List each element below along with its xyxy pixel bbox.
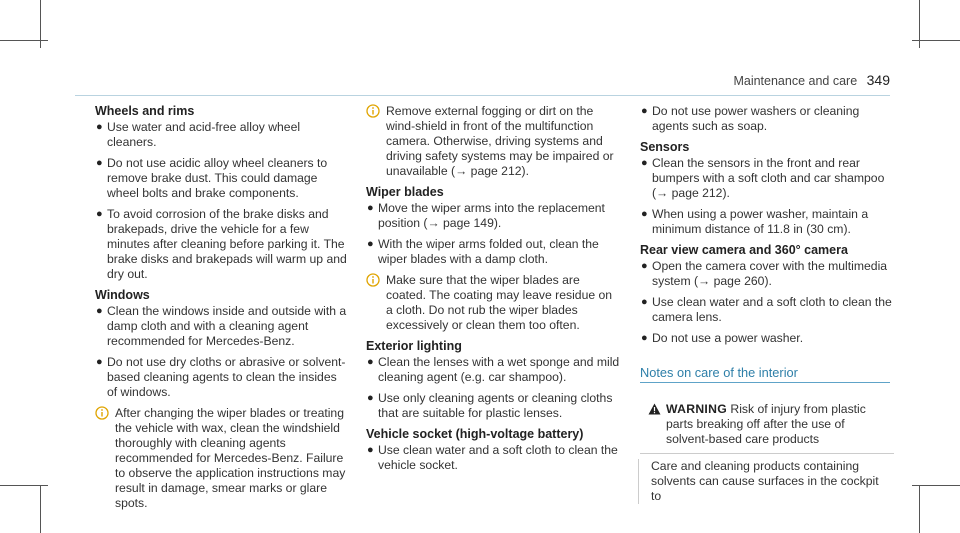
header-rule bbox=[75, 95, 890, 96]
heading-wheels-and-rims: Wheels and rims bbox=[95, 104, 195, 118]
crop-mark-bottom-left-v bbox=[40, 485, 41, 533]
heading-exterior-lighting: Exterior lighting bbox=[366, 339, 462, 353]
bullet-icon: ● bbox=[96, 356, 103, 368]
crop-mark-top-right-h bbox=[912, 40, 960, 41]
crop-mark-bottom-left-h bbox=[0, 485, 48, 486]
info-icon bbox=[366, 104, 380, 118]
info-icon bbox=[95, 406, 109, 420]
list-item: ● Use only cleaning agents or cleaning cloths that are suitable for plastic lenses. bbox=[367, 391, 613, 420]
list-item: ● To avoid corrosion of the brake disks and brakepads, drive the vehicle for a few minutes after cleaning before parking it. The brake disks and brakepads will warm up and dry out. bbox=[96, 207, 347, 281]
bullet-icon: ● bbox=[96, 305, 103, 317]
running-header bbox=[640, 72, 890, 88]
page-number: 349 bbox=[866, 72, 890, 88]
heading-camera: Rear view camera and 360° camera bbox=[640, 243, 848, 257]
socket-list bbox=[366, 443, 621, 473]
list-item: ● When using a power washer, maintain a minimum distance of 11.8 in (30 cm). bbox=[641, 207, 869, 236]
warning-box bbox=[640, 402, 894, 447]
heading-vehicle-socket: Vehicle socket (high-voltage battery) bbox=[366, 427, 584, 441]
bullet-icon: ● bbox=[367, 202, 374, 214]
list-item: ● Use clean water and a soft cloth to clean the camera lens. bbox=[641, 295, 892, 324]
heading-wiper-blades: Wiper blades bbox=[366, 185, 444, 199]
bullet-icon: ● bbox=[96, 157, 103, 169]
wheels-list bbox=[95, 120, 347, 282]
bullet-icon: ● bbox=[641, 105, 648, 117]
note-wiper-coating: Make sure that the wiper blades are coated. The coating may leave residue on a cloth. Do not rub the wiper blades excessively or clean them too often. bbox=[366, 273, 621, 333]
bullet-icon: ● bbox=[367, 238, 374, 250]
bullet-icon: ● bbox=[96, 208, 103, 220]
heading-windows: Windows bbox=[95, 288, 150, 302]
bullet-icon: ● bbox=[641, 157, 648, 169]
list-item: ● Do not use dry cloths or abrasive or solvent-based cleaning agents to clean the insides of windows. bbox=[96, 355, 346, 399]
warning-text: WARNING Risk of injury from plastic parts breaking off after the use of solvent-based care products bbox=[666, 402, 866, 446]
windows-list bbox=[95, 304, 347, 400]
washer-list bbox=[640, 104, 894, 134]
column-1 bbox=[95, 104, 347, 517]
section-title: Maintenance and care bbox=[733, 74, 858, 88]
list-item: ● Use water and acid-free alloy wheel cleaners. bbox=[96, 120, 301, 149]
list-item: ● Move the wiper arms into the replacement position (→ page 149). bbox=[367, 201, 605, 230]
list-item: ● Open the camera cover with the multimedia system (→ page 260). bbox=[641, 259, 888, 288]
list-item: ● With the wiper arms folded out, clean the wiper blades with a damp cloth. bbox=[367, 237, 599, 266]
list-item: ● Do not use a power washer. bbox=[641, 331, 804, 345]
bullet-icon: ● bbox=[641, 332, 648, 344]
bullet-icon: ● bbox=[367, 356, 374, 368]
camera-list bbox=[640, 259, 894, 346]
bullet-icon: ● bbox=[367, 392, 374, 404]
wiper-list bbox=[366, 201, 621, 267]
sensors-list bbox=[640, 156, 894, 237]
bullet-icon: ● bbox=[641, 208, 648, 220]
list-item: ● Do not use acidic alloy wheel cleaners to remove brake dust. This could damage wheel bolts and brake components. bbox=[96, 156, 328, 200]
warning-icon bbox=[648, 403, 661, 415]
column-3 bbox=[640, 104, 894, 504]
bullet-icon: ● bbox=[641, 296, 648, 308]
info-icon bbox=[366, 273, 380, 287]
bullet-icon: ● bbox=[641, 260, 648, 272]
list-item: ● Do not use power washers or cleaning agents such as soap. bbox=[641, 104, 860, 133]
list-item: ● Clean the windows inside and outside with a damp cloth and with a cleaning agent recommended for Mercedes-Benz. bbox=[96, 304, 347, 348]
warning-body: Care and cleaning products containing solvents can cause surfaces in the cockpit to bbox=[638, 459, 894, 504]
warning-divider bbox=[640, 453, 894, 454]
list-item: ● Use clean water and a soft cloth to clean the vehicle socket. bbox=[367, 443, 618, 472]
list-item: ● Clean the lenses with a wet sponge and mild cleaning agent (e.g. car shampoo). bbox=[367, 355, 620, 384]
column-2 bbox=[366, 104, 621, 479]
crop-mark-bottom-right-h bbox=[912, 485, 960, 486]
exterior-list bbox=[366, 355, 621, 421]
bullet-icon: ● bbox=[96, 121, 103, 133]
warning-label: WARNING bbox=[666, 402, 728, 416]
heading-sensors: Sensors bbox=[640, 140, 690, 154]
crop-mark-bottom-right-v bbox=[919, 485, 920, 533]
list-item: ● Clean the sensors in the front and rear bumpers with a soft cloth and car shampoo (→ page 212). bbox=[641, 156, 885, 200]
crop-mark-top-left-h bbox=[0, 40, 48, 41]
note-fogging: Remove external fogging or dirt on the wind-shield in front of the multifunction camera. Otherwise, driving systems and driving safety systems may be impaired or unavailable (→ page 212). bbox=[366, 104, 621, 179]
section-heading-interior-care[interactable]: Notes on care of the interior bbox=[640, 365, 890, 383]
bullet-icon: ● bbox=[367, 444, 374, 456]
note-windshield: After changing the wiper blades or treating the vehicle with wax, clean the windshield thoroughly with cleaning agents recommended for Mercedes-Benz. Failure to observe the application instructions may result in damage, smear marks or glare spots. bbox=[95, 406, 347, 511]
